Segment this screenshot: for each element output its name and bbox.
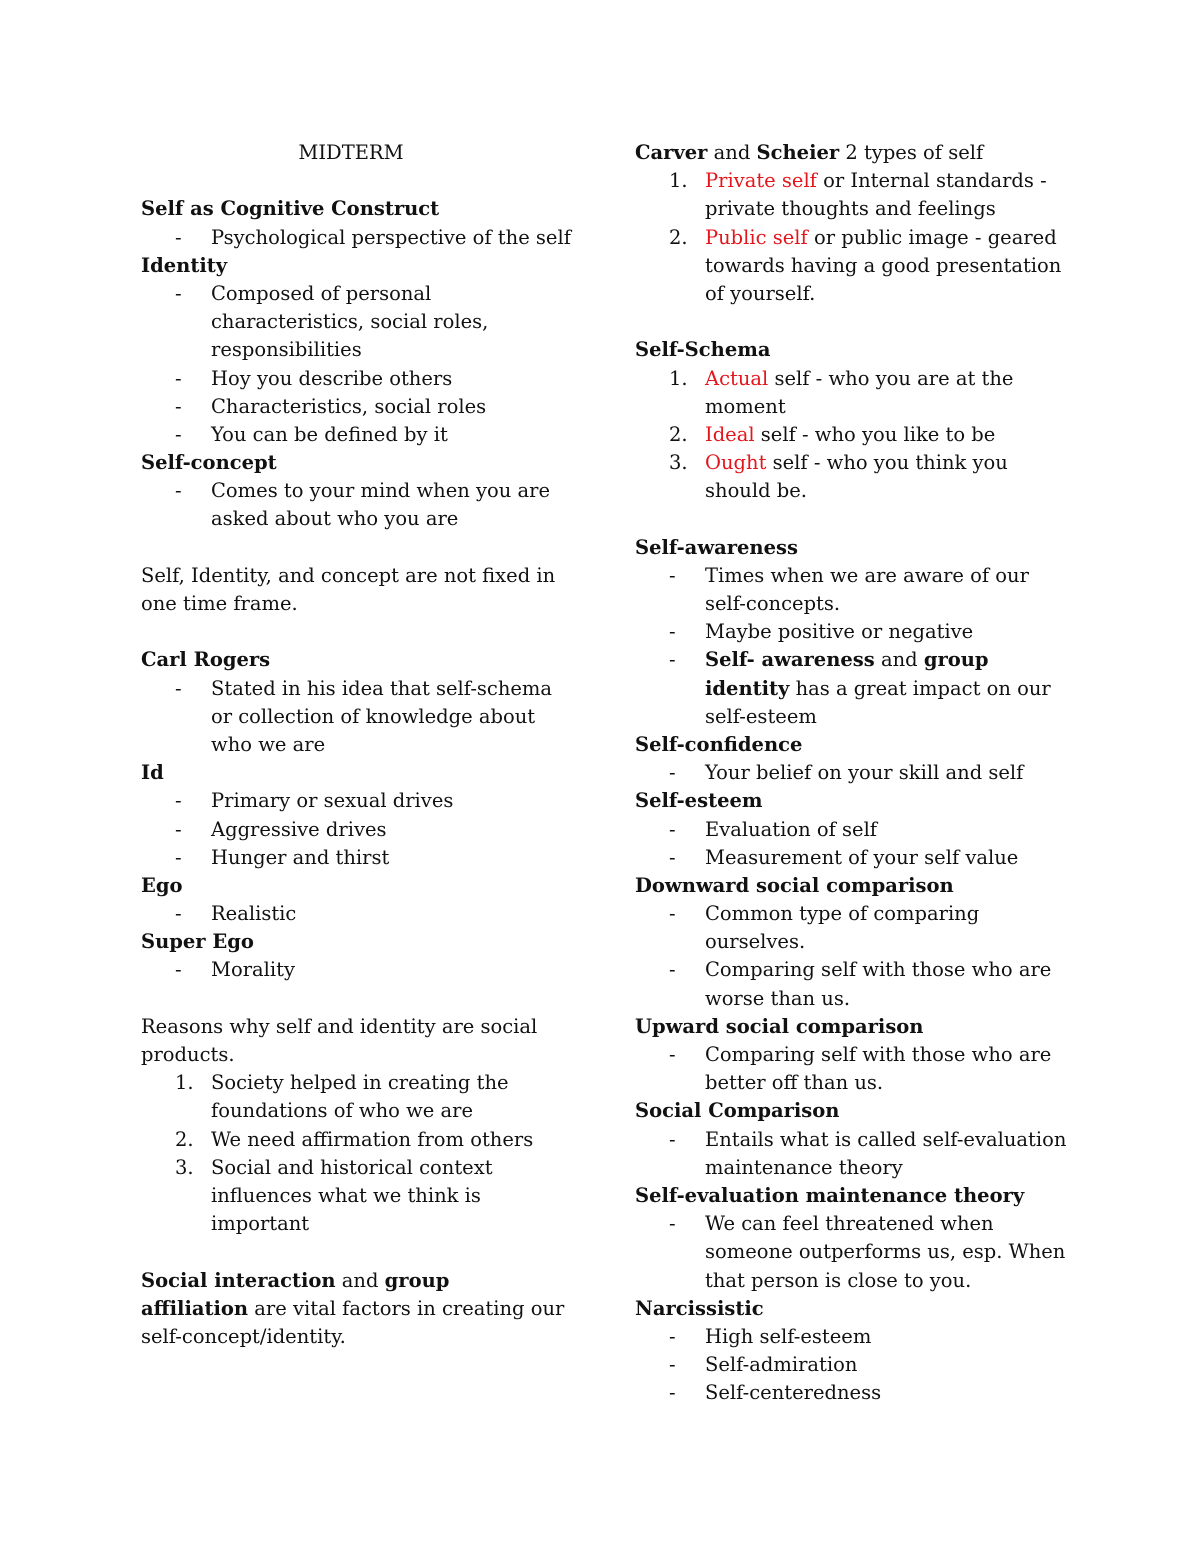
highlight-term: Ought	[705, 451, 767, 475]
heading-id: Id	[141, 761, 164, 785]
list-item-cont: who we are	[211, 732, 326, 756]
list-item: - We can feel threatened when	[635, 1210, 1075, 1238]
numbered-item: 1. Society helped in creating the	[175, 1071, 509, 1095]
dash-marker: -	[669, 761, 676, 785]
heading-downward-comparison: Downward social comparison	[635, 873, 954, 897]
numbered-item-cont: foundations of who we are	[211, 1099, 474, 1123]
list-item: - Psychological perspective of the self	[141, 224, 561, 252]
left-column	[141, 139, 571, 1351]
dash-marker: -	[669, 1212, 676, 1236]
paragraph-line: Self, Identity, and concept are not fixed in	[141, 563, 556, 587]
dash-marker: -	[175, 225, 182, 249]
list-item: - Realistic	[141, 900, 561, 928]
dash-marker: -	[669, 1127, 676, 1151]
list-item: - Morality	[141, 956, 561, 984]
numbered-item: 1. Private self or Internal standards -	[669, 169, 1047, 193]
numbered-item: 3. Social and historical context	[175, 1155, 493, 1179]
dash-marker: -	[175, 817, 182, 841]
heading-self-schema: Self-Schema	[635, 338, 771, 362]
list-item: - Times when we are aware of our	[635, 562, 1075, 590]
list-item: - Self-centeredness	[635, 1379, 1075, 1407]
dash-marker: -	[175, 394, 182, 418]
numbered-item: 2. Ideal self - who you like to be	[669, 422, 996, 446]
paragraph-line: one time frame.	[141, 592, 298, 615]
heading-social-comparison: Social Comparison	[635, 1099, 840, 1123]
dash-marker: -	[175, 789, 182, 813]
heading-self-esteem: Self-esteem	[635, 789, 763, 813]
dash-marker: -	[669, 1043, 676, 1066]
numbered-item: 3. Ought self - who you think you	[669, 451, 1008, 475]
numbered-item-cont: should be.	[705, 479, 808, 503]
list-item-cont: that person is close to you.	[705, 1268, 972, 1292]
dash-marker: -	[669, 845, 676, 869]
list-item-cont: maintenance theory	[705, 1155, 903, 1179]
list-item: - You can be defined by it	[141, 421, 561, 449]
list-item: - Characteristics, social roles	[141, 393, 561, 421]
highlight-term: Ideal	[705, 422, 755, 446]
dash-marker: -	[669, 648, 676, 672]
list-item-cont: or collection of knowledge about	[211, 704, 536, 728]
numbered-item-cont: towards having a good presentation	[705, 253, 1062, 277]
highlight-term: Private self	[705, 169, 817, 193]
numbered-item: 2. We need affirmation from others	[175, 1127, 534, 1151]
list-item: - Comes to your mind when you are	[141, 477, 561, 505]
blank-line	[141, 985, 561, 1013]
numbered-item: 2. Public self or public image - geared	[669, 225, 1057, 249]
heading-upward-comparison: Upward social comparison	[635, 1014, 924, 1038]
numbered-item-cont: private thoughts and feelings	[705, 197, 996, 221]
numbered-item-cont: influences what we think is	[211, 1183, 481, 1207]
dash-marker: -	[669, 817, 676, 841]
list-item-cont: ourselves.	[705, 930, 806, 954]
heading-sem-theory: Self-evaluation maintenance theory	[635, 1183, 1025, 1207]
right-column	[635, 139, 1075, 1407]
heading-self-cognitive: Self as Cognitive Construct	[141, 197, 440, 221]
dash-marker: -	[669, 902, 676, 926]
highlight-term: Public self	[705, 225, 808, 249]
blank-line	[141, 618, 561, 646]
list-item: - Measurement of your self value	[635, 844, 1075, 872]
list-item-cont: better off than us.	[705, 1071, 884, 1095]
heading-narcissistic: Narcissistic	[635, 1296, 764, 1320]
paragraph-line: Reasons why self and identity are social	[141, 1014, 538, 1038]
list-item: - Composed of personal	[141, 280, 561, 308]
list-item-cont: characteristics, social roles,	[211, 310, 489, 334]
list-item-cont: asked about who you are	[211, 507, 459, 531]
heading-self-awareness: Self-awareness	[635, 535, 798, 559]
heading-self-concept: Self-concept	[141, 451, 277, 475]
list-item: - High self-esteem	[635, 1323, 1075, 1351]
numbered-item-cont: moment	[705, 394, 786, 418]
list-item: - Self- awareness and group	[635, 646, 1075, 674]
list-item: - Self-admiration	[635, 1351, 1075, 1379]
highlight-term: Actual	[705, 366, 769, 390]
dash-marker: -	[669, 1353, 676, 1377]
blank-line	[141, 534, 561, 562]
heading-self-confidence: Self-confidence	[635, 732, 803, 756]
dash-marker: -	[175, 676, 182, 700]
list-item-cont: identity has a great impact on our	[705, 676, 1051, 700]
list-item: - Your belief on your skill and self	[635, 759, 1075, 787]
heading-super-ego: Super Ego	[141, 930, 254, 954]
dash-marker: -	[669, 563, 676, 587]
list-item-cont: self-esteem	[705, 704, 817, 728]
list-item: - Common type of comparing	[635, 900, 1075, 928]
dash-marker: -	[175, 422, 182, 446]
blank-line	[141, 167, 561, 195]
list-item: - Primary or sexual drives	[141, 787, 561, 815]
list-item: - Hoy you describe others	[141, 365, 561, 393]
blank-line	[635, 505, 1075, 533]
dash-marker: -	[175, 366, 182, 390]
list-item: - Maybe positive or negative	[635, 618, 1075, 646]
numbered-item-cont: important	[211, 1212, 310, 1236]
list-item: - Comparing self with those who are	[635, 1041, 1075, 1069]
closing-paragraph-line: affiliation are vital factors in creating our	[141, 1296, 565, 1320]
closing-paragraph-line: self-concept/identity.	[141, 1324, 346, 1348]
numbered-item-cont: of yourself.	[705, 281, 816, 305]
heading-identity: Identity	[141, 253, 228, 277]
heading-ego: Ego	[141, 873, 183, 897]
list-item: - Comparing self with those who are	[635, 956, 1075, 984]
list-item-cont: worse than us.	[705, 986, 851, 1010]
heading-carver-scheier: Carver and Scheier 2 types of self	[635, 141, 984, 164]
dash-marker: -	[669, 958, 676, 982]
dash-marker: -	[175, 479, 182, 503]
numbered-item: 1. Actual self - who you are at the	[669, 366, 1014, 390]
paragraph-line: products.	[141, 1043, 235, 1066]
list-item-cont: someone outperforms us, esp. When	[705, 1240, 1066, 1264]
dash-marker: -	[669, 620, 676, 644]
list-item: - Evaluation of self	[635, 816, 1075, 844]
dash-marker: -	[175, 845, 182, 869]
dash-marker: -	[669, 1324, 676, 1348]
list-item: - Aggressive drives	[141, 816, 561, 844]
blank-line	[635, 308, 1075, 336]
list-item: - Hunger and thirst	[141, 844, 561, 872]
dash-marker: -	[669, 1381, 676, 1405]
list-item-cont: responsibilities	[211, 338, 362, 362]
list-item-cont: self-concepts.	[705, 592, 841, 615]
blank-line	[141, 1238, 561, 1266]
list-item: - Stated in his idea that self-schema	[141, 675, 561, 703]
dash-marker: -	[175, 281, 182, 305]
heading-carl-rogers: Carl Rogers	[141, 648, 271, 672]
dash-marker: -	[175, 902, 182, 926]
page-title: MIDTERM	[298, 141, 404, 164]
list-item: - Entails what is called self-evaluation	[635, 1126, 1075, 1154]
closing-paragraph-line: Social interaction and group	[141, 1268, 450, 1292]
dash-marker: -	[175, 958, 182, 982]
